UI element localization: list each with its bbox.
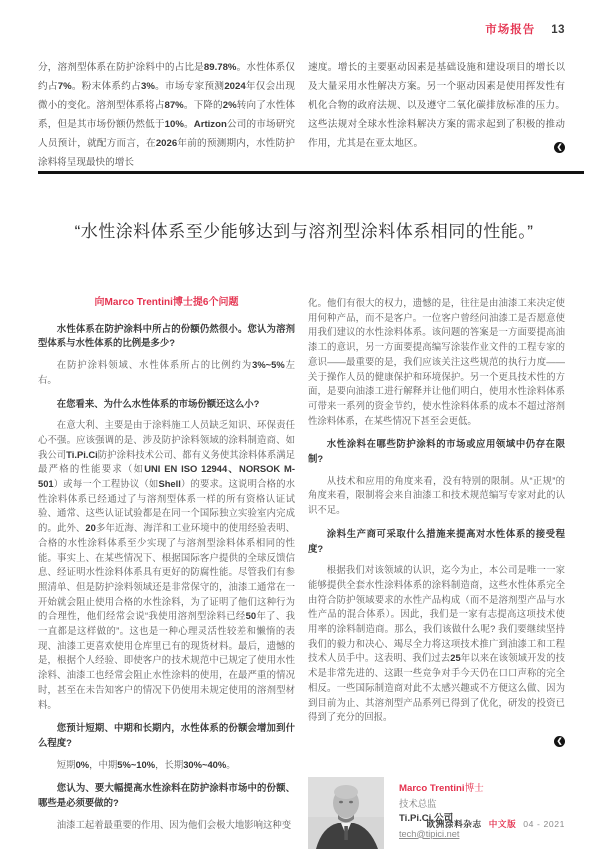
question-6: 涂料生产商可采取什么措施来提高对水性体系的接受程度?: [308, 527, 565, 554]
interview-left-column: [38, 296, 295, 849]
question-1: 水性体系在防护涂料中所占的份额仍然很小。您认为溶剂型体系与水性体系的比例是多少?: [38, 322, 295, 349]
interview-right-column: [308, 296, 565, 849]
divider-rule: [38, 171, 584, 174]
page-footer: [427, 818, 565, 830]
interview-columns: [38, 296, 565, 849]
footer-edition: 中文版: [488, 819, 517, 829]
author-email-link[interactable]: tech@tipici.net: [399, 828, 460, 839]
footer-journal-name: 欧洲涂料杂志: [426, 819, 482, 829]
page-header: [485, 21, 565, 37]
footer-issue: 04 - 2021: [523, 819, 565, 829]
answer-4-continued: 化。他们有很大的权力，遗憾的是，往往是由油漆工来决定使用何种产品，而不是客户。一位客户曾经问油漆工是否愿意使用我们建议的水性涂料体系。该问题的答案是一方面要提高油漆工的意识，另一方面要提高编写涂装作业文件的工程专家的意识——最重要的是，我们应该关注这些规范的执行力度——关于操作人员的健康保护和环境保护。另一个更具技术性的方面，是要向油漆工进行解释并让他们明白，使用水性涂料体系可带来一系列的资金节约，使水性涂料体系的成本不超过溶剂性涂料体系，在某些情况下甚至会更低。: [308, 297, 565, 426]
author-title: 技术总监: [399, 797, 437, 809]
intro-columns: [38, 58, 565, 172]
end-of-article-icon: ❮: [554, 736, 565, 747]
answer-2: 在意大利、主要是由于涂料施工人员缺乏知识、环保责任心不强。应该强调的是、涉及防护涂料领域的涂料制造商、如我公司Ti.Pi.Ci防护涂料技术公司、都有义务使其涂料体系满足最严格的性能要求（如UNI EN ISO 12944、NORSOK M-501）或每一个工程协议（如Shell）的要求。这说明合格的水性涂料体系已经通过了与溶剂型体系一样的所有资格认证试验、通常、这些认证试验都是在同一个国际独立实验室内完成的。此外、20多年近海、海洋和工业环境中的使用经验表明、合格的水性涂料体系至少实现了与溶剂型涂料体系相同的性能。事实上、在某些情况下、根据国际客户提供的全球反馈信息、经证明水性涂料体系具有更好的防腐性能。尽管我们有参照清单、但是防护涂料领域还是非常保守的，油漆工通常在一开始就会阻止使用合格的水性涂料，为了证明了他们这种行为的合理性，他们经常会说“我使用溶剂型涂料已经50年了、我一直都是这样做的”。这也是一种心理灵活性较差和懒惰的表现、油漆工更喜欢使用仓库里已有的现货材料。最后，遗憾的是，根据个人经验、即使客户的技术规范中已规定了使用水性涂料、油漆工也经常会阻止水性涂料的使用，在最严重的情况时，甚至在未告知客户的情况下仍使用未规定使用的溶剂型材料。: [38, 419, 295, 710]
answer-3: 短期0%，中期5%~10%，长期30%~40%。: [56, 758, 236, 770]
answer-4: 油漆工起着最重要的作用、因为他们会极大地影响这种变: [56, 818, 292, 830]
question-5: 水性涂料在哪些防护涂料的市场或应用领域中仍存在限制?: [308, 438, 565, 465]
author-company: Ti.Pi.Ci.公司: [399, 812, 454, 824]
interview-heading: 向Marco Trentini博士提6个问题: [94, 297, 239, 308]
question-3: 您预计短期、中期和长期内，水性体系的份额会增加到什么程度?: [38, 722, 295, 748]
question-4: 您认为、要大幅提高水性涂料在防护涂料市场中的份额、哪些是必须要做的?: [38, 782, 295, 809]
answer-1: 在防护涂料领域、水性体系所占的比例约为3%~5%左右。: [38, 359, 295, 385]
answer-6: 根据我们对该领域的认识，迄今为止，本公司是唯一一家能够提供全套水性涂料体系的涂料制造商，这些水性体系完全由符合防护领域要求的水性产品构成（而不是溶剂型产品与水性产品的混合体系）。因此，我们是一家有志提高这项技术使用率的涂料制造商。那么，我们该做什么呢? 我们要继续坚持我们的毅力和决心、竭尽全力将这项技术推广到油漆工和工程技术人员手中。这表明、我们过去25年以来在该领域开发的技术是非常先进的、这跟一些竞争对手今天仍在口口声称的完全相反。一些国际制造商对此不太感兴趣或不方便这么做、因为到目前为止、其溶剂型产品系列已得到了优化，研发的投资已得到了充分的回报。: [308, 564, 565, 723]
pull-quote: “水性涂料体系至少能够达到与溶剂型涂料体系相同的性能。”: [74, 222, 534, 241]
author-bio-card: [308, 777, 565, 849]
author-photo: [308, 777, 384, 849]
author-name: Marco Trentini博士: [399, 782, 484, 794]
intro-right-paragraph: 速度。增长的主要驱动因素是基础设施和建设项目的增长以及大量采用水性解决方案。另一个驱动因素是使用挥发性有机化合物的政府法规、以及遵守二氧化碳排放标准的压力。这些法规对全球水性涂料解决方案的需求起到了积极的推动作用，尤其是在亚太地区。: [308, 62, 565, 149]
intro-left-paragraph: 分，溶剂型体系在防护涂料中的占比是89.78%。水性体系仅约占7%。粉末体系约占3%。市场专家预测2024年仅会出现微小的变化。溶剂型体系将占87%。下降的2%转向了水性体系，但是其市场份额仍然低于10%。Artizon公司的市场研究人员预计，就配方而言，在2026年前的预测期内，水性防护涂料将呈现最快的增长: [38, 62, 296, 168]
answer-5: 从技术和应用的角度来看，没有特别的限制。从“正规”的角度来看，限制将会来自油漆工和技术规范编写专家对此的认识不足。: [308, 474, 565, 516]
end-of-article-icon: ❮: [554, 142, 565, 153]
question-2: 在您看来、为什么水性体系的市场份额还这么小?: [56, 397, 260, 409]
page-number: 13: [551, 24, 565, 36]
section-label: 市场报告: [485, 24, 536, 36]
